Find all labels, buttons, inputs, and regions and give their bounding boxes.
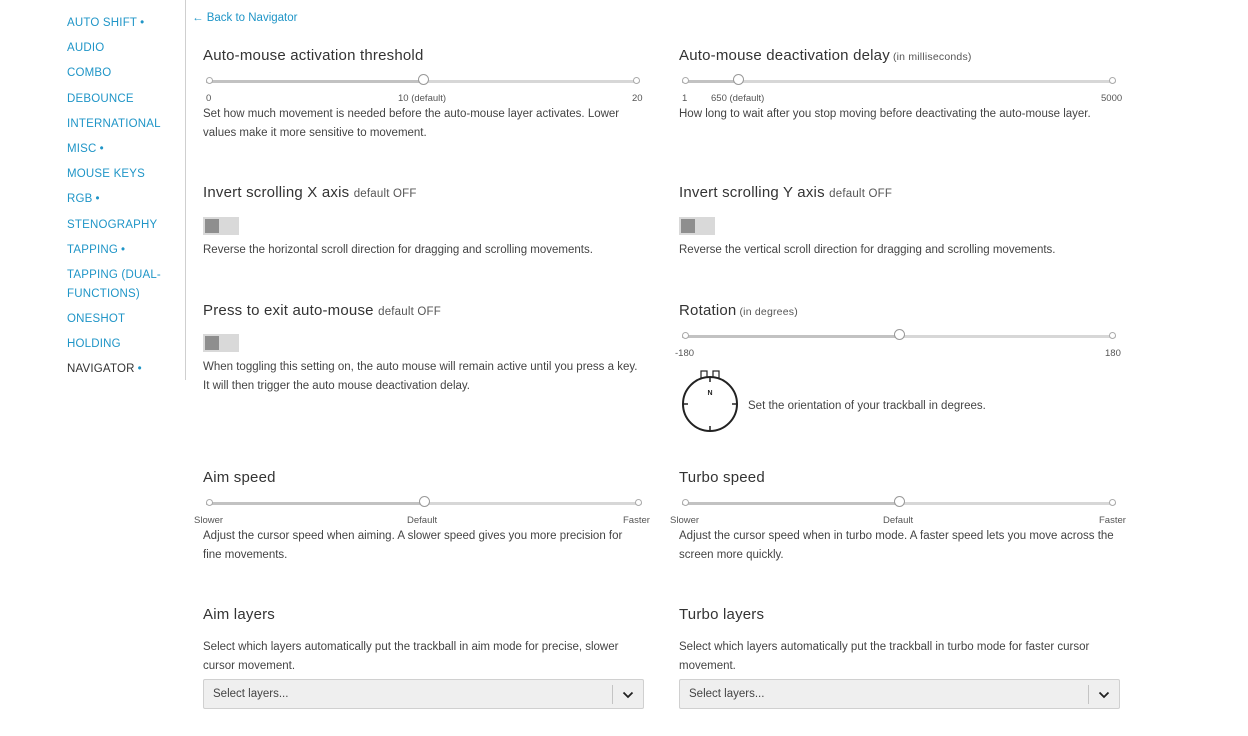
slider-fill bbox=[206, 80, 423, 83]
slider-track bbox=[682, 80, 1116, 83]
slider-thumb[interactable] bbox=[419, 496, 430, 507]
sidebar bbox=[0, 0, 186, 380]
sidebar-item-oneshot[interactable]: ONESHOT bbox=[67, 313, 126, 326]
select-placeholder: Select layers... bbox=[689, 688, 765, 700]
aim-speed-title: Aim speed bbox=[203, 469, 276, 486]
aim-layers-select[interactable] bbox=[203, 679, 644, 709]
aim-speed-slider[interactable] bbox=[206, 497, 642, 509]
slider-fill bbox=[682, 502, 899, 505]
slider-min-label: 1 bbox=[682, 93, 688, 104]
modified-dot: • bbox=[140, 17, 145, 29]
slider-max-label: 180 bbox=[1105, 348, 1121, 359]
sidebar-item-tapping-dual-functions[interactable]: TAPPING (DUAL-FUNCTIONS) bbox=[67, 268, 161, 300]
rotation-description: Set the orientation of your trackball in degrees. bbox=[748, 400, 986, 412]
press-exit-description: When toggling this setting on, the auto mouse will remain active until you press a key. It will then trigger the auto mouse deactivation delay. bbox=[203, 361, 638, 392]
slider-default-label: 650 (default) bbox=[711, 93, 765, 104]
slider-max-label: 20 bbox=[632, 93, 643, 104]
slider-max-marker bbox=[1109, 499, 1116, 506]
unit-label: (in degrees) bbox=[739, 306, 798, 318]
slider-max-label: Faster bbox=[623, 515, 650, 526]
sidebar-item-tapping[interactable]: TAPPING • bbox=[67, 243, 126, 256]
sidebar-item-navigator[interactable]: NAVIGATOR • bbox=[67, 363, 142, 376]
sidebar-list bbox=[67, 14, 177, 386]
slider-max-marker bbox=[1109, 332, 1116, 339]
invert-y-title: Invert scrolling Y axis default OFF bbox=[679, 184, 893, 201]
slider-max-label: Faster bbox=[1099, 515, 1126, 526]
invert-x-title: Invert scrolling X axis default OFF bbox=[203, 184, 417, 201]
rotation-slider[interactable] bbox=[682, 330, 1116, 342]
toggle-knob bbox=[205, 336, 219, 350]
invert-y-description: Reverse the vertical scroll direction for dragging and scrolling movements. bbox=[679, 244, 1056, 256]
turbo-layers-description: Select which layers automatically put the trackball in turbo mode for faster cursor movement. bbox=[679, 641, 1090, 672]
slider-min-marker bbox=[682, 77, 689, 84]
slider-max-label: 5000 bbox=[1101, 93, 1123, 104]
slider-min-label: 0 bbox=[206, 93, 212, 104]
sidebar-item-international[interactable]: INTERNATIONAL bbox=[67, 117, 161, 130]
slider-max-marker bbox=[1109, 77, 1116, 84]
slider-fill bbox=[682, 80, 738, 83]
compass-north-label: N bbox=[707, 390, 713, 397]
slider-min-marker bbox=[682, 332, 689, 339]
press-exit-title: Press to exit auto-mouse default OFF bbox=[203, 302, 442, 319]
turbo-layers-title: Turbo layers bbox=[679, 606, 765, 623]
turbo-speed-slider[interactable] bbox=[682, 497, 1116, 509]
modified-dot: • bbox=[99, 142, 104, 155]
activation-threshold-title: Auto-mouse activation threshold bbox=[203, 47, 424, 64]
slider-min-label: Slower bbox=[194, 515, 224, 526]
activation-threshold-description: Set how much movement is needed before the auto-mouse layer activates. Lower values make it more sensitive to movement. bbox=[203, 108, 620, 139]
modified-dot: • bbox=[95, 193, 100, 206]
sidebar-item-holding[interactable]: HOLDING bbox=[67, 338, 121, 351]
select-placeholder: Select layers... bbox=[213, 688, 289, 700]
sidebar-item-auto-shift[interactable]: AUTO SHIFT • bbox=[67, 17, 145, 29]
select-separator bbox=[612, 685, 613, 704]
aim-speed-description: Adjust the cursor speed when aiming. A slower speed gives you more precision for fine movements. bbox=[203, 530, 623, 561]
slider-default-label: 10 (default) bbox=[398, 93, 447, 104]
slider-thumb[interactable] bbox=[894, 329, 905, 340]
sidebar-item-misc[interactable]: MISC • bbox=[67, 142, 104, 155]
back-to-navigator-link[interactable]: ← Back to Navigator bbox=[192, 12, 298, 24]
slider-thumb[interactable] bbox=[894, 496, 905, 507]
default-state-label: default OFF bbox=[829, 188, 893, 200]
slider-default-label: Default bbox=[883, 515, 914, 526]
slider-min-marker bbox=[206, 77, 213, 84]
slider-thumb[interactable] bbox=[418, 74, 429, 85]
toggle-knob bbox=[205, 219, 219, 233]
invert-x-description: Reverse the horizontal scroll direction for dragging and scrolling movements. bbox=[203, 244, 593, 256]
select-separator bbox=[1088, 685, 1089, 704]
sidebar-item-rgb[interactable]: RGB • bbox=[67, 193, 100, 206]
sidebar-item-stenography[interactable]: STENOGRAPHY bbox=[67, 218, 158, 231]
sidebar-item-combo[interactable]: COMBO bbox=[67, 67, 112, 80]
sidebar-item-audio[interactable]: AUDIO bbox=[67, 42, 105, 55]
deactivation-delay-slider[interactable] bbox=[682, 75, 1116, 87]
aim-layers-description: Select which layers automatically put the trackball in aim mode for precise, slower cursor movement. bbox=[203, 641, 619, 672]
slider-min-marker bbox=[206, 499, 213, 506]
trackball-orientation-icon bbox=[680, 369, 740, 435]
press-exit-toggle[interactable] bbox=[203, 334, 239, 352]
unit-label: (in milliseconds) bbox=[892, 51, 972, 63]
turbo-speed-title: Turbo speed bbox=[679, 469, 765, 486]
slider-default-label: Default bbox=[407, 515, 438, 526]
slider-max-marker bbox=[635, 499, 642, 506]
slider-min-label: Slower bbox=[670, 515, 700, 526]
modified-dot: • bbox=[137, 363, 142, 376]
slider-min-label: -180 bbox=[675, 348, 695, 359]
sidebar-item-mouse-keys[interactable]: MOUSE KEYS bbox=[67, 168, 146, 181]
invert-y-toggle[interactable] bbox=[679, 217, 715, 235]
chevron-down-icon[interactable] bbox=[1097, 688, 1111, 702]
slider-min-marker bbox=[682, 499, 689, 506]
slider-fill bbox=[206, 502, 424, 505]
sidebar-item-debounce[interactable]: DEBOUNCE bbox=[67, 92, 134, 105]
slider-fill bbox=[682, 335, 899, 338]
turbo-speed-description: Adjust the cursor speed when in turbo mode. A faster speed lets you move across the screen more quickly. bbox=[679, 530, 1114, 561]
invert-x-toggle[interactable] bbox=[203, 217, 239, 235]
activation-threshold-slider[interactable] bbox=[206, 75, 640, 87]
turbo-layers-select[interactable] bbox=[679, 679, 1120, 709]
default-state-label: default OFF bbox=[378, 306, 442, 318]
slider-max-marker bbox=[633, 77, 640, 84]
modified-dot: • bbox=[121, 243, 126, 256]
chevron-down-icon[interactable] bbox=[621, 688, 635, 702]
deactivation-delay-description: How long to wait after you stop moving before deactivating the auto-mouse layer. bbox=[679, 108, 1091, 120]
aim-layers-title: Aim layers bbox=[203, 606, 276, 623]
toggle-knob bbox=[681, 219, 695, 233]
deactivation-delay-title: Auto-mouse deactivation delay (in milliseconds) bbox=[679, 47, 972, 64]
rotation-title: Rotation (in degrees) bbox=[679, 302, 798, 319]
slider-thumb[interactable] bbox=[733, 74, 744, 85]
default-state-label: default OFF bbox=[353, 188, 417, 200]
